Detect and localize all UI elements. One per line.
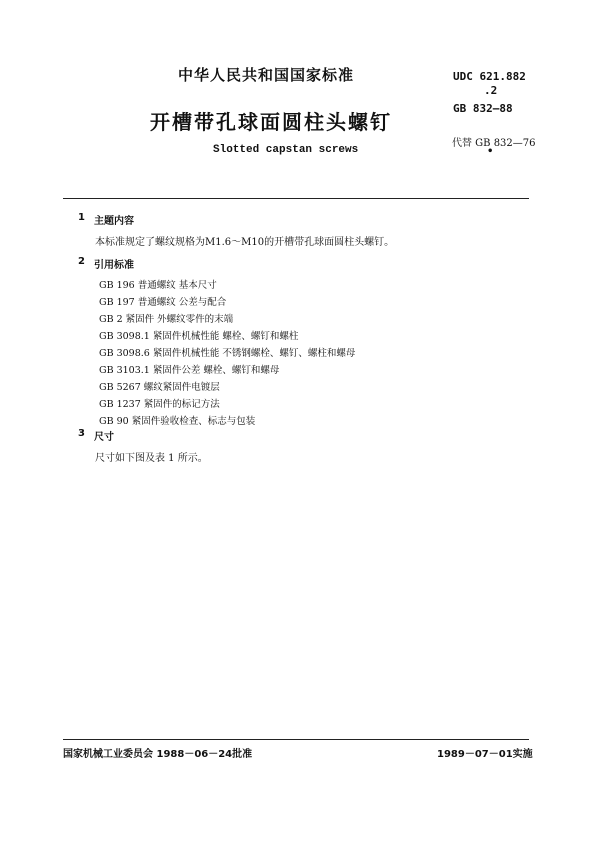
section-number: 2 xyxy=(78,256,85,267)
reference-item: GB 196 普通螺纹 基本尺寸 xyxy=(99,280,217,291)
reference-item: GB 2 紧固件 外螺纹零件的末端 xyxy=(99,314,234,325)
reference-item: GB 3098.1 紧固件机械性能 螺栓、螺钉和螺柱 xyxy=(99,331,299,342)
reference-item: GB 197 普通螺纹 公差与配合 xyxy=(99,297,227,308)
reference-item: GB 90 紧固件验收检查、标志与包装 xyxy=(99,416,256,427)
approval-line: 国家机械工业委员会 1988－06－24批准 xyxy=(63,749,253,760)
section-paragraph: 尺寸如下图及表 1 所示。 xyxy=(95,453,208,464)
reference-item: GB 5267 螺纹紧固件电镀层 xyxy=(99,382,220,393)
standard-type: 中华人民共和国国家标准 xyxy=(178,66,355,84)
margin-mark: • xyxy=(487,146,494,157)
replaces-standard: 代替 GB 832—76 xyxy=(452,138,536,149)
document-title: 开槽带孔球面圆柱头螺钉 xyxy=(150,110,392,134)
reference-item: GB 3098.6 紧固件机械性能 不锈钢螺栓、螺钉、螺柱和螺母 xyxy=(99,348,356,359)
reference-item: GB 1237 紧固件的标记方法 xyxy=(99,399,220,410)
footer-divider xyxy=(63,739,529,740)
section-paragraph: 本标准规定了螺纹规格为M1.6～M10的开槽带孔球面圆柱头螺钉。 xyxy=(95,237,395,248)
section-title: 尺寸 xyxy=(94,432,114,443)
header-divider xyxy=(63,198,529,199)
udc-code-line1: UDC 621.882 xyxy=(453,70,526,83)
section-title: 主题内容 xyxy=(94,216,134,227)
udc-code-line2: .2 xyxy=(484,84,498,97)
section-title: 引用标准 xyxy=(94,260,134,271)
section-number: 3 xyxy=(78,428,85,439)
gb-number: GB 832—88 xyxy=(453,102,513,115)
section-number: 1 xyxy=(78,212,85,223)
reference-item: GB 3103.1 紧固件公差 螺栓、螺钉和螺母 xyxy=(99,365,280,376)
implementation-date: 1989－07－01实施 xyxy=(437,749,533,760)
english-subtitle: Slotted capstan screws xyxy=(213,144,359,156)
